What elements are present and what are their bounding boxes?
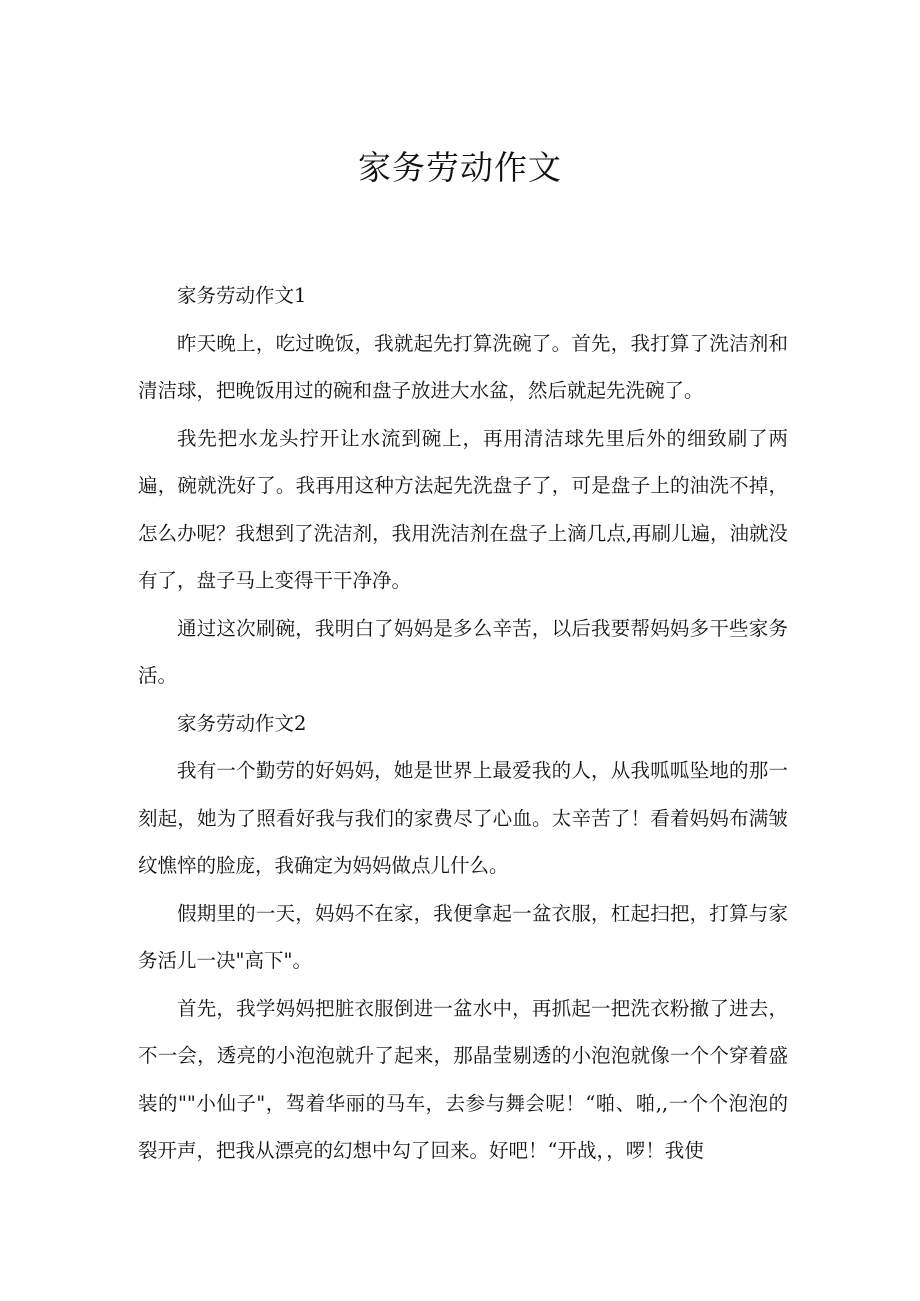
paragraph: 我有一个勤劳的好妈妈，她是世界上最爱我的人，从我呱呱坠地的那一刻起，她为了照看好我与我们的家费尽了心血。太辛苦了！看着妈妈布满皱纹憔悴的脸庞，我确定为妈妈做点儿什么。 [138, 759, 788, 877]
document-body [138, 272, 788, 1175]
paragraph: 昨天晚上，吃过晚饭，我就起先打算洗碗了。首先，我打算了洗洁剂和清洁球，把晚饭用过的碗和盘子放进大水盆，然后就起先洗碗了。 [138, 331, 788, 402]
section-heading-2: 家务劳动作文2 [177, 711, 307, 735]
section-heading-1: 家务劳动作文1 [177, 284, 307, 307]
document-title: 家务劳动作文 [358, 148, 562, 187]
paragraph: 通过这次刷碗，我明白了妈妈是多么辛苦，以后我要帮妈妈多干些家务活。 [138, 616, 788, 687]
paragraph: 首先，我学妈妈把脏衣服倒进一盆水中，再抓起一把洗衣粉撤了进去，不一会，透亮的小泡泡就升了起来，那晶莹剔透的小泡泡就像一个个穿着盛装的""小仙子"，驾着华丽的马车，去参与舞会呢！“啪、啪,,一个个泡泡的裂开声，把我从漂亮的幻想中勾了回来。好吧！“开战，，啰！我使 [138, 996, 788, 1162]
paragraph: 假期里的一天，妈妈不在家，我便拿起一盆衣服，杠起扫把，打算与家务活儿一决"高下"。 [138, 901, 788, 972]
paragraph: 我先把水龙头拧开让水流到碗上，再用清洁球先里后外的细致刷了两遍，碗就洗好了。我再用这种方法起先洗盘子了，可是盘子上的油洗不掉，怎么办呢？我想到了洗洁剂，我用洗洁剂在盘子上滴几点,再刷儿遍，油就没有了，盘子马上变得干干净净。 [138, 426, 788, 592]
